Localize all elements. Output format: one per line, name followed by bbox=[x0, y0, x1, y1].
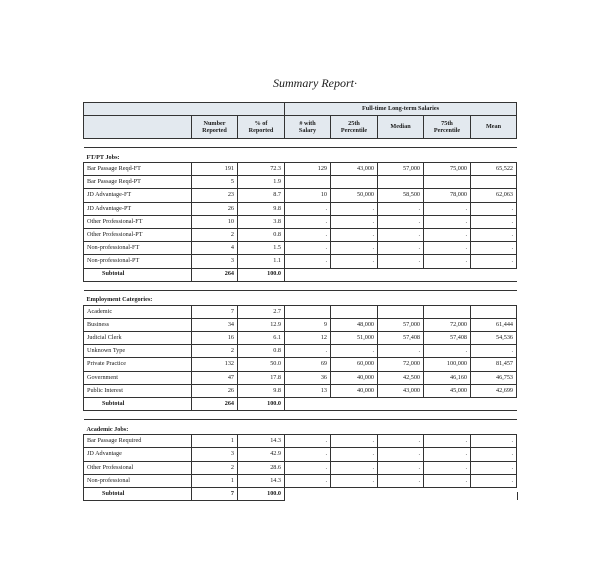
table-row bbox=[84, 255, 517, 268]
table-cell: 72.3 bbox=[238, 163, 285, 176]
table-row bbox=[84, 305, 517, 318]
table-cell: 13 bbox=[285, 384, 331, 397]
row-label: Other Professional-FT bbox=[84, 215, 192, 228]
subtotal-number: 264 bbox=[192, 398, 238, 411]
table-cell: . bbox=[471, 202, 517, 215]
table-cell: . bbox=[424, 474, 471, 487]
header-group-row bbox=[84, 103, 517, 116]
table-cell: 34 bbox=[192, 318, 238, 331]
table-cell: 2 bbox=[192, 345, 238, 358]
table-cell: 57,000 bbox=[378, 318, 424, 331]
column-header: % of Reported bbox=[238, 116, 285, 139]
table-cell: 17.8 bbox=[238, 371, 285, 384]
table-cell: . bbox=[378, 474, 424, 487]
summary-table bbox=[83, 102, 517, 501]
table-cell: . bbox=[424, 215, 471, 228]
subtotal-row bbox=[84, 268, 517, 281]
table-cell: 12 bbox=[285, 332, 331, 345]
header-blank-cell bbox=[84, 103, 285, 116]
table-cell: . bbox=[285, 242, 331, 255]
header-group-label: Full-time Long-term Salaries bbox=[285, 103, 517, 116]
table-cell: . bbox=[378, 228, 424, 241]
report-body bbox=[84, 139, 517, 501]
table-cell: 14.3 bbox=[238, 435, 285, 448]
table-cell: . bbox=[471, 242, 517, 255]
section-header-row bbox=[84, 148, 517, 163]
table-cell: 1.9 bbox=[238, 176, 285, 189]
table-cell: . bbox=[424, 345, 471, 358]
table-cell: . bbox=[331, 448, 378, 461]
row-label: JD Advantage bbox=[84, 448, 192, 461]
table-cell: 3 bbox=[192, 448, 238, 461]
table-cell: 54,536 bbox=[471, 332, 517, 345]
table-cell: 10 bbox=[192, 215, 238, 228]
table-cell: 129 bbox=[285, 163, 331, 176]
row-label: Unknown Type bbox=[84, 345, 192, 358]
table-row bbox=[84, 163, 517, 176]
subtotal-row bbox=[84, 398, 517, 411]
table-cell bbox=[331, 305, 378, 318]
table-cell: 4 bbox=[192, 242, 238, 255]
column-header: # with Salary bbox=[285, 116, 331, 139]
table-cell: . bbox=[471, 215, 517, 228]
table-cell bbox=[285, 305, 331, 318]
table-cell: 61,444 bbox=[471, 318, 517, 331]
table-cell: 5 bbox=[192, 176, 238, 189]
table-cell: 78,000 bbox=[424, 189, 471, 202]
row-label: Bar Passage Reqd-PT bbox=[84, 176, 192, 189]
section-title: Academic Jobs: bbox=[84, 420, 517, 435]
row-label: JD Advantage-FT bbox=[84, 189, 192, 202]
table-cell: 9 bbox=[285, 318, 331, 331]
section-header-row bbox=[84, 420, 517, 435]
table-cell: . bbox=[471, 435, 517, 448]
table-cell: 1 bbox=[192, 435, 238, 448]
row-label: JD Advantage-PT bbox=[84, 202, 192, 215]
table-cell: . bbox=[378, 242, 424, 255]
subtotal-percent: 100.0 bbox=[238, 268, 285, 281]
table-cell: . bbox=[285, 461, 331, 474]
table-cell: 3.8 bbox=[238, 215, 285, 228]
table-cell: 36 bbox=[285, 371, 331, 384]
spacer-cell bbox=[84, 281, 517, 290]
spacer-row bbox=[84, 411, 517, 420]
table-cell: 40,000 bbox=[331, 384, 378, 397]
table-row bbox=[84, 318, 517, 331]
section-title: Employment Categories: bbox=[84, 290, 517, 305]
table-cell: 50,000 bbox=[331, 189, 378, 202]
table-cell: 26 bbox=[192, 202, 238, 215]
table-cell: . bbox=[285, 255, 331, 268]
table-cell bbox=[285, 176, 331, 189]
table-cell: . bbox=[378, 202, 424, 215]
row-label: Other Professional bbox=[84, 461, 192, 474]
subtotal-blank bbox=[285, 268, 517, 281]
table-cell: 42,500 bbox=[378, 371, 424, 384]
table-cell bbox=[331, 176, 378, 189]
table-cell: 72,000 bbox=[378, 358, 424, 371]
column-header: 75th Percentile bbox=[424, 116, 471, 139]
table-cell: 47 bbox=[192, 371, 238, 384]
section-title: FT/PT Jobs: bbox=[84, 148, 517, 163]
table-row bbox=[84, 242, 517, 255]
subtotal-label: Subtotal bbox=[84, 398, 192, 411]
subtotal-label: Subtotal bbox=[84, 268, 192, 281]
table-cell: 6.1 bbox=[238, 332, 285, 345]
table-cell: 10 bbox=[285, 189, 331, 202]
table-cell: 2 bbox=[192, 228, 238, 241]
table-cell: 43,000 bbox=[331, 163, 378, 176]
row-label: Other Professional-PT bbox=[84, 228, 192, 241]
table-row bbox=[84, 461, 517, 474]
table-cell: 7 bbox=[192, 305, 238, 318]
table-cell: 2.7 bbox=[238, 305, 285, 318]
table-cell: 69 bbox=[285, 358, 331, 371]
table-cell: . bbox=[424, 202, 471, 215]
table-cell: 2 bbox=[192, 461, 238, 474]
table-cell: 65,522 bbox=[471, 163, 517, 176]
table-cell: 132 bbox=[192, 358, 238, 371]
table-cell: . bbox=[331, 474, 378, 487]
subtotal-percent: 100.0 bbox=[238, 487, 285, 500]
table-cell bbox=[471, 305, 517, 318]
table-cell: 58,500 bbox=[378, 189, 424, 202]
table-cell: . bbox=[331, 255, 378, 268]
row-label: Non-professional bbox=[84, 474, 192, 487]
table-cell: . bbox=[285, 345, 331, 358]
table-cell: 75,000 bbox=[424, 163, 471, 176]
table-cell bbox=[471, 176, 517, 189]
table-cell: 1 bbox=[192, 474, 238, 487]
table-cell: . bbox=[331, 202, 378, 215]
table-cell: . bbox=[378, 255, 424, 268]
subtotal-number: 7 bbox=[192, 487, 238, 500]
table-cell: . bbox=[331, 345, 378, 358]
table-cell: 40,000 bbox=[331, 371, 378, 384]
table-cell: . bbox=[471, 474, 517, 487]
table-row bbox=[84, 189, 517, 202]
table-cell: 0.8 bbox=[238, 345, 285, 358]
table-cell: . bbox=[424, 255, 471, 268]
table-row bbox=[84, 332, 517, 345]
subtotal-percent: 100.0 bbox=[238, 398, 285, 411]
column-header bbox=[84, 116, 192, 139]
table-cell: . bbox=[285, 448, 331, 461]
spacer-row bbox=[84, 139, 517, 148]
row-label: Bar Passage Required bbox=[84, 435, 192, 448]
table-cell: 42.9 bbox=[238, 448, 285, 461]
table-cell: 191 bbox=[192, 163, 238, 176]
subtotal-number: 264 bbox=[192, 268, 238, 281]
table-cell bbox=[378, 176, 424, 189]
table-row bbox=[84, 228, 517, 241]
table-row bbox=[84, 215, 517, 228]
column-header: 25th Percentile bbox=[331, 116, 378, 139]
table-cell: . bbox=[285, 435, 331, 448]
column-header-row bbox=[84, 116, 517, 139]
table-cell: . bbox=[331, 435, 378, 448]
table-cell: . bbox=[285, 215, 331, 228]
spacer-row bbox=[84, 281, 517, 290]
row-label: Bar Passage Reqd-FT bbox=[84, 163, 192, 176]
table-cell: . bbox=[424, 461, 471, 474]
table-cell: . bbox=[471, 228, 517, 241]
table-row bbox=[84, 384, 517, 397]
table-row bbox=[84, 176, 517, 189]
table-cell: . bbox=[331, 228, 378, 241]
table-cell bbox=[424, 305, 471, 318]
table-cell: 1.5 bbox=[238, 242, 285, 255]
row-label: Public Interest bbox=[84, 384, 192, 397]
table-cell: 14.3 bbox=[238, 474, 285, 487]
table-cell: . bbox=[331, 242, 378, 255]
table-cell: . bbox=[378, 215, 424, 228]
table-row bbox=[84, 345, 517, 358]
table-cell: 48,000 bbox=[331, 318, 378, 331]
table-cell: . bbox=[285, 228, 331, 241]
table-cell: 100,000 bbox=[424, 358, 471, 371]
table-cell: 3 bbox=[192, 255, 238, 268]
spacer-cell bbox=[84, 411, 517, 420]
column-header: Median bbox=[378, 116, 424, 139]
table-cell: 81,457 bbox=[471, 358, 517, 371]
row-label: Non-professional-PT bbox=[84, 255, 192, 268]
table-cell: 60,000 bbox=[331, 358, 378, 371]
table-row bbox=[84, 435, 517, 448]
table-cell: 23 bbox=[192, 189, 238, 202]
table-cell bbox=[424, 176, 471, 189]
row-label: Business bbox=[84, 318, 192, 331]
table-cell: 45,000 bbox=[424, 384, 471, 397]
table-cell: . bbox=[424, 242, 471, 255]
table-row bbox=[84, 371, 517, 384]
table-cell: 51,000 bbox=[331, 332, 378, 345]
table-cell: 50.0 bbox=[238, 358, 285, 371]
table-row bbox=[84, 474, 517, 487]
page-edge bbox=[83, 492, 518, 500]
table-cell: . bbox=[378, 461, 424, 474]
row-label: Non-professional-FT bbox=[84, 242, 192, 255]
table-cell: . bbox=[378, 448, 424, 461]
table-cell: 72,000 bbox=[424, 318, 471, 331]
table-cell: . bbox=[285, 202, 331, 215]
table-cell: 12.9 bbox=[238, 318, 285, 331]
table-row bbox=[84, 358, 517, 371]
table-cell: . bbox=[331, 461, 378, 474]
table-cell: 42,699 bbox=[471, 384, 517, 397]
table-row bbox=[84, 202, 517, 215]
table-cell: 43,000 bbox=[378, 384, 424, 397]
table-row bbox=[84, 448, 517, 461]
table-cell: . bbox=[378, 345, 424, 358]
table-cell: 8.7 bbox=[238, 189, 285, 202]
table-cell: . bbox=[285, 474, 331, 487]
table-cell: 16 bbox=[192, 332, 238, 345]
column-header: Mean bbox=[471, 116, 517, 139]
table-cell: . bbox=[471, 448, 517, 461]
table-cell: 1.1 bbox=[238, 255, 285, 268]
table-cell: . bbox=[424, 448, 471, 461]
table-cell: 9.8 bbox=[238, 202, 285, 215]
row-label: Government bbox=[84, 371, 192, 384]
table-cell: . bbox=[424, 228, 471, 241]
subtotal-blank bbox=[285, 398, 517, 411]
report-title: Summary Report· bbox=[273, 76, 357, 90]
table-cell: 46,160 bbox=[424, 371, 471, 384]
row-label: Private Practice bbox=[84, 358, 192, 371]
table-cell: 62,063 bbox=[471, 189, 517, 202]
table-cell: . bbox=[378, 435, 424, 448]
table-cell: . bbox=[331, 215, 378, 228]
table-cell: 26 bbox=[192, 384, 238, 397]
table-cell: 57,408 bbox=[424, 332, 471, 345]
table-cell: 46,753 bbox=[471, 371, 517, 384]
row-label: Judicial Clerk bbox=[84, 332, 192, 345]
table-cell: . bbox=[471, 345, 517, 358]
spacer-cell bbox=[84, 139, 517, 148]
table-cell: 28.6 bbox=[238, 461, 285, 474]
subtotal-label: Subtotal bbox=[84, 487, 192, 500]
table-cell: 57,000 bbox=[378, 163, 424, 176]
table-cell: 9.8 bbox=[238, 384, 285, 397]
table-cell bbox=[378, 305, 424, 318]
table-cell: 0.8 bbox=[238, 228, 285, 241]
column-header: Number Reported bbox=[192, 116, 238, 139]
table-cell: . bbox=[424, 435, 471, 448]
table-cell: . bbox=[471, 255, 517, 268]
table-cell: . bbox=[471, 461, 517, 474]
row-label: Academic bbox=[84, 305, 192, 318]
table-cell: 57,408 bbox=[378, 332, 424, 345]
section-header-row bbox=[84, 290, 517, 305]
